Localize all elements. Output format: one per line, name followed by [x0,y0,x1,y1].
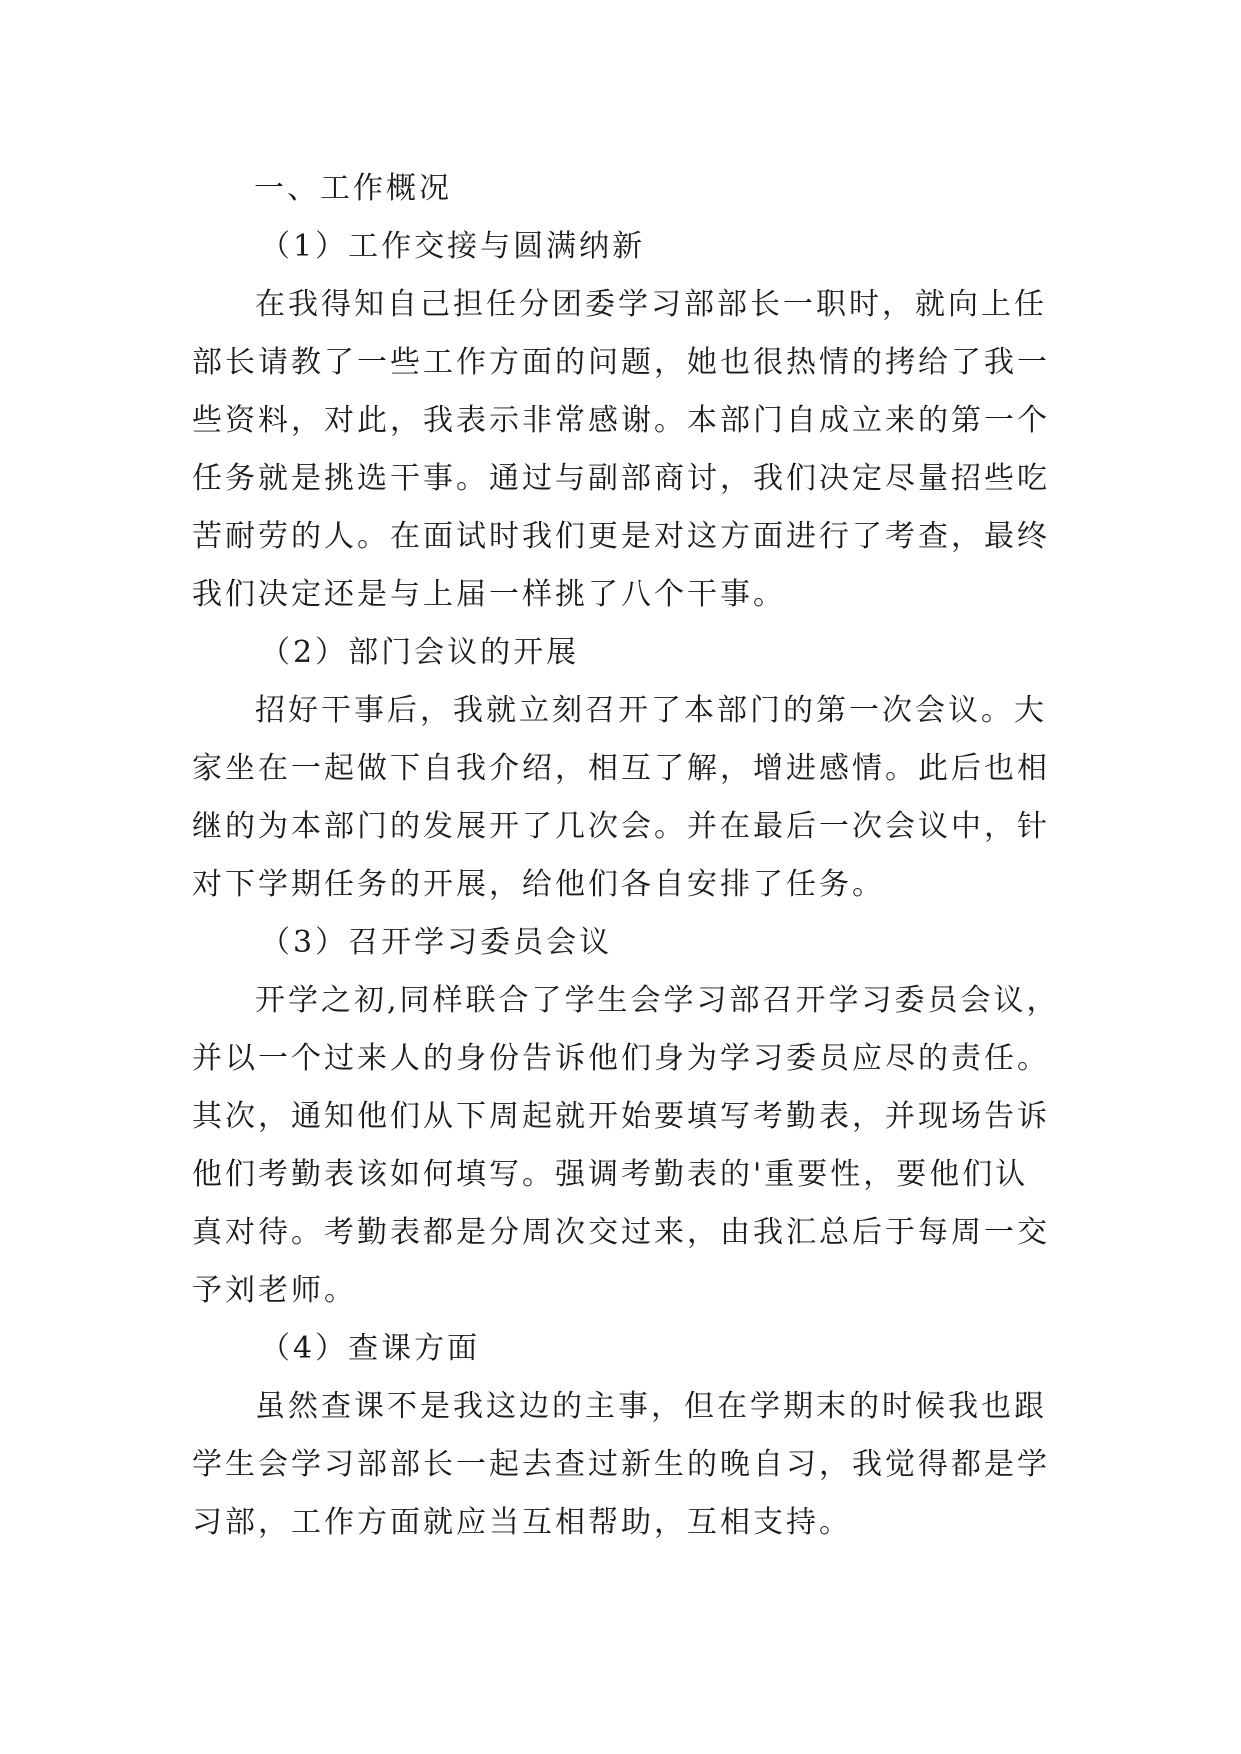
paragraph-line: 任务就是挑选干事。通过与副部商讨，我们决定尽量招些吃 [192,461,1050,496]
subsection-title: （2）部门会议的开展 [260,635,580,670]
paragraph-line: 他们考勤表该如何填写。强调考勤表的'重要性，要他们认 [192,1157,1029,1192]
paragraph-line: 家坐在一起做下自我介绍，相互了解，增进感情。此后也相 [192,751,1050,786]
paragraph-line: 继的为本部门的发展开了几次会。并在最后一次会议中，针 [192,809,1050,844]
subsection-title: （4）查课方面 [260,1331,481,1366]
paragraph-line: 些资料，对此，我表示非常感谢。本部门自成立来的第一个 [192,403,1050,438]
paragraph-line: 予刘老师。 [192,1273,357,1308]
paragraph-line: 习部，工作方面就应当互相帮助，互相支持。 [192,1505,852,1540]
paragraph-line: 其次，通知他们从下周起就开始要填写考勤表，并现场告诉 [192,1099,1050,1134]
section-class-inspection [192,1320,1072,1552]
subsection-title: （3）召开学习委员会议 [260,925,613,960]
section-heading: 一、工作概况 [254,171,452,206]
paragraph-line: 在我得知自己担任分团委学习部部长一职时，就向上任 [255,287,1047,322]
section-work-handover [192,218,1072,624]
paragraph-line: 学生会学习部部长一起去查过新生的晚自习，我觉得都是学 [192,1447,1050,1482]
subsection-title: （1）工作交接与圆满纳新 [260,229,646,264]
paragraph-line: 真对待。考勤表都是分周次交过来，由我汇总后于每周一交 [192,1215,1050,1250]
paragraph-line: 部长请教了一些工作方面的问题，她也很热情的拷给了我一 [192,345,1050,380]
document-body [192,160,1072,1552]
paragraph-line: 虽然查课不是我这边的主事，但在学期末的时候我也跟 [255,1389,1047,1424]
section-department-meetings [192,624,1072,914]
paragraph-line: 开学之初,同样联合了学生会学习部召开学习委员会议， [255,983,1060,1018]
paragraph-line: 并以一个过来人的身份告诉他们身为学习委员应尽的责任。 [192,1041,1050,1076]
section-study-committee-meeting [192,914,1072,1320]
paragraph-line: 招好干事后，我就立刻召开了本部门的第一次会议。大 [255,693,1047,728]
paragraph-line: 对下学期任务的开展，给他们各自安排了任务。 [192,867,885,902]
paragraph-line: 苦耐劳的人。在面试时我们更是对这方面进行了考查，最终 [192,519,1050,554]
paragraph-line: 我们决定还是与上届一样挑了八个干事。 [192,577,786,612]
